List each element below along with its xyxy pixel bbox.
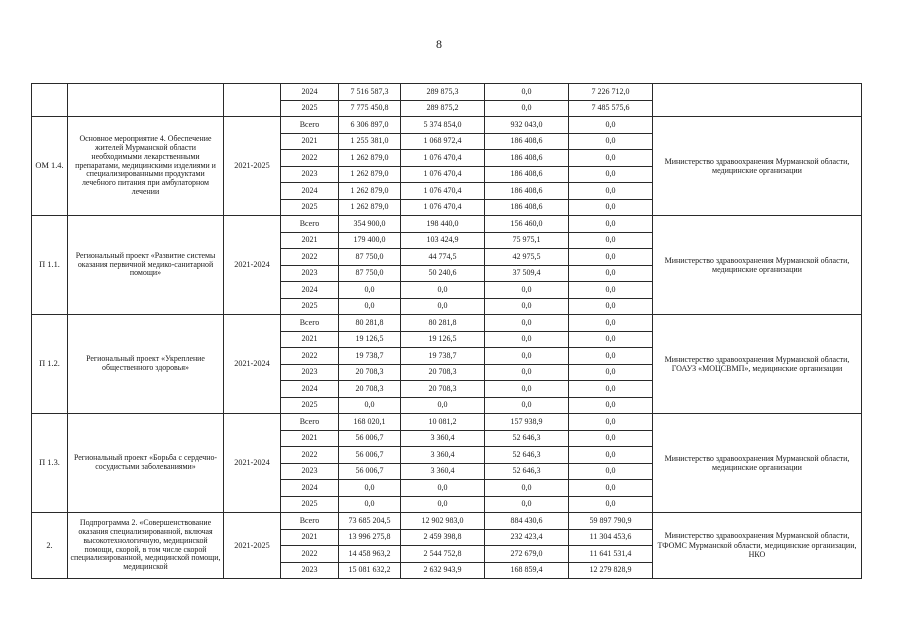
federal-budget-cell: 0,0	[485, 364, 569, 381]
other-source-cell: 0,0	[569, 117, 653, 134]
total-cell: 0,0	[339, 480, 401, 497]
regional-budget-cell: 80 281,8	[401, 315, 485, 332]
regional-budget-cell: 289 875,2	[401, 100, 485, 117]
other-source-cell: 0,0	[569, 463, 653, 480]
total-cell: 7 775 450,8	[339, 100, 401, 117]
regional-budget-cell: 5 374 854,0	[401, 117, 485, 134]
total-cell: 19 738,7	[339, 348, 401, 365]
total-cell: 354 900,0	[339, 216, 401, 233]
table-row	[32, 513, 862, 530]
other-source-cell: 0,0	[569, 447, 653, 464]
federal-budget-cell: 186 408,6	[485, 199, 569, 216]
year-cell: 2021	[281, 133, 339, 150]
other-source-cell: 0,0	[569, 199, 653, 216]
item-code: 2.	[32, 513, 68, 579]
federal-budget-cell: 0,0	[485, 348, 569, 365]
federal-budget-cell: 0,0	[485, 315, 569, 332]
regional-budget-cell: 103 424,9	[401, 232, 485, 249]
year-cell: 2022	[281, 348, 339, 365]
other-source-cell: 12 279 828,9	[569, 562, 653, 579]
total-cell: 13 996 275,8	[339, 529, 401, 546]
regional-budget-cell: 198 440,0	[401, 216, 485, 233]
federal-budget-cell: 186 408,6	[485, 133, 569, 150]
year-cell: 2025	[281, 496, 339, 513]
other-source-cell: 0,0	[569, 364, 653, 381]
year-cell: Всего	[281, 216, 339, 233]
federal-budget-cell: 932 043,0	[485, 117, 569, 134]
other-source-cell: 0,0	[569, 414, 653, 431]
regional-budget-cell: 19 738,7	[401, 348, 485, 365]
item-description	[68, 216, 224, 315]
federal-budget-cell: 52 646,3	[485, 447, 569, 464]
regional-budget-cell: 1 076 470,4	[401, 199, 485, 216]
other-source-cell: 0,0	[569, 133, 653, 150]
table-row	[32, 216, 862, 233]
other-source-cell: 59 897 790,9	[569, 513, 653, 530]
other-source-cell: 7 226 712,0	[569, 84, 653, 101]
federal-budget-cell: 42 975,5	[485, 249, 569, 266]
federal-budget-cell: 0,0	[485, 100, 569, 117]
other-source-cell: 0,0	[569, 282, 653, 299]
other-source-cell: 0,0	[569, 430, 653, 447]
regional-budget-cell: 3 360,4	[401, 463, 485, 480]
total-cell: 179 400,0	[339, 232, 401, 249]
total-cell: 56 006,7	[339, 463, 401, 480]
total-cell: 7 516 587,3	[339, 84, 401, 101]
item-period: 2021-2025	[224, 513, 281, 579]
other-source-cell: 0,0	[569, 298, 653, 315]
other-source-cell: 0,0	[569, 496, 653, 513]
responsible-org: Министерство здравоохранения Мурманской области, ГОАУЗ «МОЦСВМП», медицинские организации	[653, 315, 862, 414]
regional-budget-cell: 19 126,5	[401, 331, 485, 348]
item-code: П 1.1.	[32, 216, 68, 315]
year-cell: 2023	[281, 265, 339, 282]
total-cell: 0,0	[339, 298, 401, 315]
responsible-org: Министерство здравоохранения Мурманской области, ТФОМС Мурманской области, медицинские организации, НКО	[653, 513, 862, 579]
total-cell: 19 126,5	[339, 331, 401, 348]
year-cell: 2024	[281, 84, 339, 101]
regional-budget-cell: 1 076 470,4	[401, 166, 485, 183]
responsible-org: Министерство здравоохранения Мурманской области, медицинские организации	[653, 216, 862, 315]
regional-budget-cell: 2 632 943,9	[401, 562, 485, 579]
other-source-cell: 7 485 575,6	[569, 100, 653, 117]
regional-budget-cell: 0,0	[401, 496, 485, 513]
federal-budget-cell: 884 430,6	[485, 513, 569, 530]
total-cell: 1 255 381,0	[339, 133, 401, 150]
other-source-cell: 11 641 531,4	[569, 546, 653, 563]
regional-budget-cell: 2 459 398,8	[401, 529, 485, 546]
other-source-cell: 0,0	[569, 166, 653, 183]
regional-budget-cell: 44 774,5	[401, 249, 485, 266]
year-cell: Всего	[281, 513, 339, 530]
item-description-text: Основное мероприятие 4. Обеспечение жителей Мурманской области необходимыми лекарственными препаратами, медицинскими изделиями и специализированными продуктами лечебного питания при амбулаторном лечении	[75, 135, 216, 196]
federal-budget-cell: 52 646,3	[485, 430, 569, 447]
regional-budget-cell: 20 708,3	[401, 364, 485, 381]
total-cell: 20 708,3	[339, 381, 401, 398]
total-cell: 87 750,0	[339, 265, 401, 282]
total-cell: 0,0	[339, 496, 401, 513]
year-cell: 2025	[281, 397, 339, 414]
year-cell: 2021	[281, 529, 339, 546]
other-source-cell: 0,0	[569, 249, 653, 266]
year-cell: 2024	[281, 381, 339, 398]
item-period: 2021-2024	[224, 216, 281, 315]
year-cell: 2025	[281, 298, 339, 315]
other-source-cell: 0,0	[569, 331, 653, 348]
total-cell: 6 306 897,0	[339, 117, 401, 134]
year-cell: 2022	[281, 447, 339, 464]
year-cell: 2022	[281, 150, 339, 167]
responsible-org	[653, 84, 862, 117]
table-row	[32, 117, 862, 134]
total-cell: 14 458 963,2	[339, 546, 401, 563]
federal-budget-cell: 272 679,0	[485, 546, 569, 563]
item-description	[68, 414, 224, 513]
item-description-text: Региональный проект «Развитие системы оказания первичной медико-санитарной помощи»	[75, 251, 216, 278]
year-cell: 2022	[281, 546, 339, 563]
item-description	[68, 117, 224, 216]
year-cell: 2025	[281, 100, 339, 117]
regional-budget-cell: 0,0	[401, 298, 485, 315]
total-cell: 73 685 204,5	[339, 513, 401, 530]
item-description	[68, 84, 224, 117]
budget-table	[31, 83, 862, 579]
regional-budget-cell: 12 902 983,0	[401, 513, 485, 530]
total-cell: 80 281,8	[339, 315, 401, 332]
regional-budget-cell: 3 360,4	[401, 447, 485, 464]
item-period: 2021-2024	[224, 315, 281, 414]
item-description	[68, 315, 224, 414]
regional-budget-cell: 289 875,3	[401, 84, 485, 101]
other-source-cell: 0,0	[569, 216, 653, 233]
other-source-cell: 0,0	[569, 232, 653, 249]
other-source-cell: 0,0	[569, 397, 653, 414]
federal-budget-cell: 0,0	[485, 397, 569, 414]
regional-budget-cell: 50 240,6	[401, 265, 485, 282]
year-cell: 2024	[281, 183, 339, 200]
item-period: 2021-2024	[224, 414, 281, 513]
total-cell: 87 750,0	[339, 249, 401, 266]
regional-budget-cell: 20 708,3	[401, 381, 485, 398]
other-source-cell: 0,0	[569, 348, 653, 365]
total-cell: 0,0	[339, 397, 401, 414]
table-row	[32, 315, 862, 332]
regional-budget-cell: 1 076 470,4	[401, 150, 485, 167]
year-cell: 2022	[281, 249, 339, 266]
other-source-cell: 0,0	[569, 480, 653, 497]
year-cell: 2024	[281, 282, 339, 299]
total-cell: 1 262 879,0	[339, 199, 401, 216]
federal-budget-cell: 186 408,6	[485, 166, 569, 183]
federal-budget-cell: 37 509,4	[485, 265, 569, 282]
responsible-org: Министерство здравоохранения Мурманской области, медицинские организации	[653, 414, 862, 513]
total-cell: 1 262 879,0	[339, 166, 401, 183]
federal-budget-cell: 157 938,9	[485, 414, 569, 431]
item-period	[224, 84, 281, 117]
total-cell: 20 708,3	[339, 364, 401, 381]
total-cell: 56 006,7	[339, 447, 401, 464]
item-period: 2021-2025	[224, 117, 281, 216]
federal-budget-cell: 186 408,6	[485, 150, 569, 167]
total-cell: 15 081 632,2	[339, 562, 401, 579]
federal-budget-cell: 0,0	[485, 496, 569, 513]
federal-budget-cell: 186 408,6	[485, 183, 569, 200]
item-description	[68, 513, 224, 579]
total-cell: 0,0	[339, 282, 401, 299]
item-description-text: Подпрограмма 2. «Совершенствование оказания специализированной, включая высокотехнологичную, медицинской помощи, скорой, в том числе скорой специализированной, медицинской помощи, медицинской	[70, 519, 221, 572]
regional-budget-cell: 2 544 752,8	[401, 546, 485, 563]
other-source-cell: 11 304 453,6	[569, 529, 653, 546]
federal-budget-cell: 0,0	[485, 282, 569, 299]
total-cell: 56 006,7	[339, 430, 401, 447]
item-code: П 1.2.	[32, 315, 68, 414]
federal-budget-cell: 232 423,4	[485, 529, 569, 546]
regional-budget-cell: 0,0	[401, 397, 485, 414]
total-cell: 1 262 879,0	[339, 150, 401, 167]
federal-budget-cell: 75 975,1	[485, 232, 569, 249]
item-code: П 1.3.	[32, 414, 68, 513]
year-cell: Всего	[281, 414, 339, 431]
federal-budget-cell: 0,0	[485, 480, 569, 497]
federal-budget-cell: 0,0	[485, 331, 569, 348]
federal-budget-cell: 0,0	[485, 84, 569, 101]
other-source-cell: 0,0	[569, 265, 653, 282]
regional-budget-cell: 1 068 972,4	[401, 133, 485, 150]
regional-budget-cell: 1 076 470,4	[401, 183, 485, 200]
federal-budget-cell: 0,0	[485, 298, 569, 315]
year-cell: 2023	[281, 463, 339, 480]
table-row	[32, 84, 862, 101]
table-row	[32, 414, 862, 431]
year-cell: 2021	[281, 430, 339, 447]
page-number: 8	[436, 37, 442, 51]
item-description-text: Региональный проект «Борьба с сердечно-сосудистыми заболеваниями»	[73, 454, 218, 471]
other-source-cell: 0,0	[569, 381, 653, 398]
item-code	[32, 84, 68, 117]
year-cell: 2023	[281, 562, 339, 579]
year-cell: 2024	[281, 480, 339, 497]
regional-budget-cell: 3 360,4	[401, 430, 485, 447]
federal-budget-cell: 156 460,0	[485, 216, 569, 233]
other-source-cell: 0,0	[569, 183, 653, 200]
other-source-cell: 0,0	[569, 315, 653, 332]
regional-budget-cell: 0,0	[401, 480, 485, 497]
federal-budget-cell: 52 646,3	[485, 463, 569, 480]
year-cell: 2023	[281, 166, 339, 183]
total-cell: 168 020,1	[339, 414, 401, 431]
year-cell: 2021	[281, 331, 339, 348]
regional-budget-cell: 0,0	[401, 282, 485, 299]
year-cell: Всего	[281, 117, 339, 134]
item-code: ОМ 1.4.	[32, 117, 68, 216]
table-body	[32, 84, 862, 579]
responsible-org: Министерство здравоохранения Мурманской области, медицинские организации	[653, 117, 862, 216]
regional-budget-cell: 10 081,2	[401, 414, 485, 431]
year-cell: 2023	[281, 364, 339, 381]
year-cell: 2025	[281, 199, 339, 216]
other-source-cell: 0,0	[569, 150, 653, 167]
item-description-text: Региональный проект «Укрепление общественного здоровья»	[86, 355, 205, 372]
year-cell: Всего	[281, 315, 339, 332]
federal-budget-cell: 0,0	[485, 381, 569, 398]
federal-budget-cell: 168 859,4	[485, 562, 569, 579]
total-cell: 1 262 879,0	[339, 183, 401, 200]
year-cell: 2021	[281, 232, 339, 249]
